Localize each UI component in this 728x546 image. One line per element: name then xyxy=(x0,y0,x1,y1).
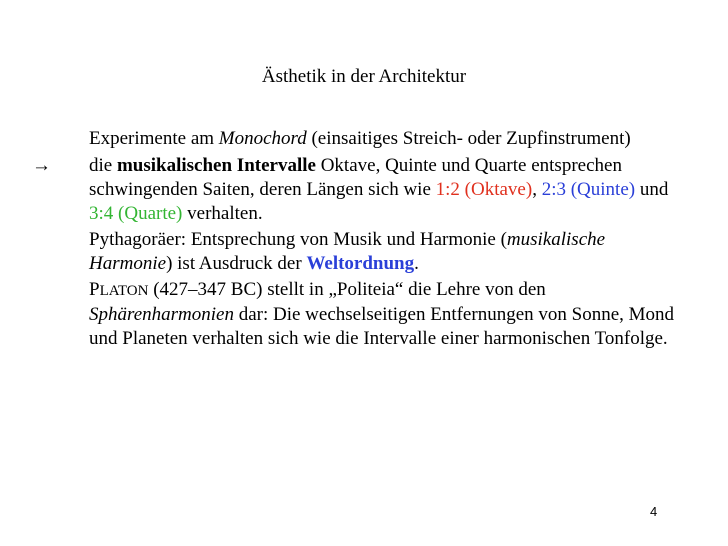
slide-title: Ästhetik in der Architektur xyxy=(261,66,467,87)
text-run: verhalten. xyxy=(182,203,263,224)
text-run: Pythagoräer: Entsprechung von Musik und Harmonie ( xyxy=(89,229,507,250)
text-run: , xyxy=(532,179,542,200)
text-run: Experimente am xyxy=(89,128,219,149)
page-number: 4 xyxy=(650,504,658,519)
text-run: ) ist Ausdruck der xyxy=(166,253,307,274)
text-run: dar: Die wechselseitigen Entfernungen von Sonne, Mond und Planeten verhalten sich wie die Intervalle einer harmonischen Tonfolge. xyxy=(89,304,675,349)
term-musical-intervals: musikalischen Intervalle xyxy=(116,155,316,176)
slide-body xyxy=(32,127,689,354)
term-world-order: Weltordnung xyxy=(306,253,415,274)
text-run: und xyxy=(635,179,669,200)
ratio-octave: 1:2 (Oktave) xyxy=(435,179,533,200)
paragraph-intervals xyxy=(32,154,689,226)
term-musical-harmony: musikalische Harmonie xyxy=(89,229,606,274)
paragraph-plato xyxy=(89,278,689,351)
text-run: die xyxy=(89,155,117,176)
name-plato-initial: P xyxy=(89,279,100,300)
paragraph-monochord xyxy=(89,127,689,151)
text-run: . xyxy=(414,253,419,274)
text-run: Oktave, Quinte und Quarte entsprechen schwingenden Saiten, deren Längen sich wie xyxy=(89,155,622,200)
arrow-right-icon: → xyxy=(32,155,51,176)
term-harmony-of-spheres: Sphärenharmonien xyxy=(89,304,234,325)
text-run: (einsaitiges Streich- oder Zupfinstrument) xyxy=(306,128,631,149)
name-plato-smallcaps: LATON xyxy=(99,283,149,299)
ratio-fifth: 2:3 (Quinte) xyxy=(541,179,636,200)
term-monochord: Monochord xyxy=(218,128,307,149)
ratio-fourth: 3:4 (Quarte) xyxy=(89,203,183,224)
text-run: (427–347 BC) stellt in „Politeia“ die Lehre von den xyxy=(148,279,546,300)
paragraph-pythagoreans xyxy=(89,228,689,276)
